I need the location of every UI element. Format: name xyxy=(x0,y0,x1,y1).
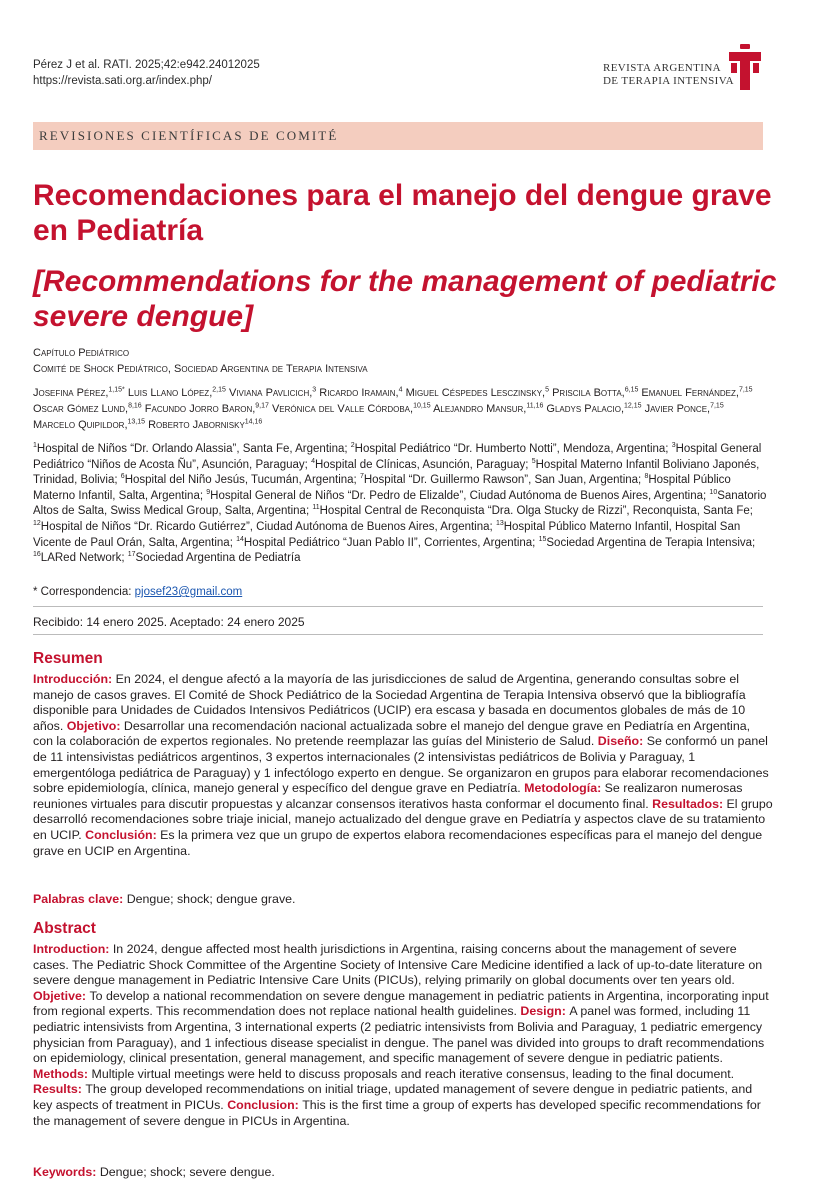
abstract-section-text: Se conformó un panel de 11 intensivistas pediátricos argentinos, 3 expertos internacionales (2 intensivistas pediátricos de Bolivia y Paraguay, 1 emergentóloga pediátrica de Paraguay) y 1 infectólogo experto en dengue. Se organizaron en grupos para elaborar recomendaciones sobre epidemiología, clínica, manejo general y específico del dengue grave en Pediatría. xyxy=(33,734,769,796)
author-name: Viviana Pavlicich, xyxy=(228,387,313,399)
divider xyxy=(33,634,763,635)
abstract-section-label: Results: xyxy=(33,1082,86,1097)
journal-logo-icon xyxy=(726,42,764,94)
affiliation-number: 16 xyxy=(33,551,41,559)
journal-name-line2: DE TERAPIA INTENSIVA xyxy=(602,75,734,87)
divider xyxy=(33,606,763,607)
abstract-section-text: Es la primera vez que un grupo de expertos elabora recomendaciones específicas para el manejo del dengue grave en UCIP en Argentina. xyxy=(33,827,763,858)
author-name: Josefina Pérez, xyxy=(33,387,109,399)
section-label: REVISIONES CIENTÍFICAS DE COMITÉ xyxy=(39,128,339,143)
author-affiliation-ref: 12,15 xyxy=(624,402,642,410)
affiliation-text: Hospital Público Materno Infantil, Hospital San Vicente de Paul Orán, Salta, Argentina; xyxy=(33,520,741,549)
affiliation-text: Hospital del Niño Jesús, Tucumán, Argentina; xyxy=(124,474,360,487)
journal-name-line1: REVISTA ARGENTINA xyxy=(602,62,722,74)
abstract-section-label: Objetivo: xyxy=(66,718,124,733)
abstract-section-text: This is the first time a group of experts has developed specific recommendations for the management of severe dengue in PICUs in Argentina. xyxy=(33,1097,761,1128)
affiliation-text: Hospital Público Materno Infantil, Salta, Argentina; xyxy=(33,474,731,502)
author-affiliation-ref: 7,15 xyxy=(738,386,753,394)
author-list xyxy=(33,385,763,433)
author-name: Facundo Jorro Baron, xyxy=(144,403,256,415)
affiliation-list xyxy=(33,442,773,567)
abstract-section-label: Introduction: xyxy=(33,942,113,956)
author-name: Alejandro Mansur, xyxy=(433,403,527,415)
abstract-text xyxy=(33,942,773,1129)
affiliation-text: Hospital Central de Reconquista “Dra. Olga Stucky de Rizzi”, Reconquista, Santa Fe; xyxy=(319,505,753,518)
affiliation-text: Hospital Pediátrico “Dr. Humberto Notti”, Mendoza, Argentina; xyxy=(354,443,672,455)
abstract-section-text: A panel was formed, including 11 pediatric intensivists from Argentina, 3 international experts (2 pediatric intensivists from Bolivia and Paraguay, 1 pediatric emergency physician from Paraguay), and 1 infectious disease specialist in dengue. The panel was divided into groups to draft recommendations on epidemiology, clinical presentation, general management, and specific management of severe dengue in pediatric patients. xyxy=(33,1004,765,1066)
affiliation-text: Hospital “Dr. Guillermo Rawson”, San Juan, Argentina; xyxy=(363,474,645,487)
author-affiliation-ref: 6,15 xyxy=(624,386,639,394)
abstract-section-label: Objetive: xyxy=(33,988,90,1003)
author-name: Gladys Palacio, xyxy=(546,403,625,415)
author-affiliation-ref: 14,16 xyxy=(244,418,263,426)
correspondence-label: * Correspondencia: xyxy=(33,586,132,598)
abstract-section-text: The group developed recommendations on initial triage, updated management of severe dengue in pediatric patients, and key aspects of treatment in PICUs. xyxy=(33,1082,753,1112)
palabras-clave-label: Palabras clave: xyxy=(33,892,124,906)
palabras-clave xyxy=(33,892,773,908)
affiliation-number: 12 xyxy=(33,520,41,528)
abstract-section-label: Methods: xyxy=(33,1066,92,1081)
abstract-section-text: El grupo desarrolló recomendaciones sobre triaje inicial, manejo actualizado del dengue grave en Pediatría y aspectos clave de su tratamiento en UCIP. xyxy=(33,796,773,842)
abstract-section-label: Resultados: xyxy=(652,796,727,811)
author-affiliation-ref: 7,15 xyxy=(710,402,724,410)
correspondence xyxy=(33,586,242,598)
author-name: Roberto Jabornisky xyxy=(148,419,245,431)
abstract-section-text: To develop a national recommendation on severe dengue management in pediatric patients in Argentina, incorporating input from regional experts. This recommendation does not replace national health guidelines. xyxy=(33,988,769,1019)
correspondence-email-link[interactable]: pjosef23@gmail.com xyxy=(134,586,243,598)
abstract-section-label: Design: xyxy=(520,1004,570,1019)
affiliation-number: 6 xyxy=(120,473,125,481)
title-spanish: Recomendaciones para el manejo del dengue grave en Pediatría xyxy=(33,179,772,247)
abstract-section-label: Conclusión: xyxy=(85,827,161,842)
author-name: Verónica del Valle Córdoba, xyxy=(271,403,414,415)
abstract-section-label: Introducción: xyxy=(33,672,116,686)
author-affiliation-ref: 2,15 xyxy=(212,386,226,394)
keywords-label: Keywords: xyxy=(33,1165,97,1179)
citation: Pérez J et al. RATI. 2025;42:e942.24012025 xyxy=(33,59,260,71)
affiliation-text: Hospital de Clínicas, Asunción, Paraguay; xyxy=(314,458,532,471)
author-name: Luis Llano López, xyxy=(127,387,213,399)
received-accepted-dates: Recibido: 14 enero 2025. Aceptado: 24 enero 2025 xyxy=(33,615,305,629)
affiliation-number: 7 xyxy=(359,473,364,481)
keywords-values: Dengue; shock; severe dengue. xyxy=(99,1165,275,1179)
affiliation-number: 3 xyxy=(671,442,676,450)
author-affiliation-ref: 5 xyxy=(545,386,550,394)
section-banner xyxy=(33,122,763,150)
author-name: Oscar Gómez Lund, xyxy=(33,403,129,415)
affiliation-number: 1 xyxy=(33,442,37,450)
author-affiliation-ref: 9,17 xyxy=(255,402,269,410)
resumen-heading: Resumen xyxy=(33,650,103,667)
abstract-heading: Abstract xyxy=(33,920,96,937)
abstract-section-label: Diseño: xyxy=(597,734,647,749)
author-name: Marcelo Quipildor, xyxy=(33,419,128,431)
affiliation-number: 5 xyxy=(531,457,536,465)
affiliation-number: 9 xyxy=(206,488,211,496)
author-affiliation-ref: 13,15 xyxy=(127,418,146,426)
committee-name: Comité de Shock Pediátrico, Sociedad Argentina de Terapia Intensiva xyxy=(33,363,368,375)
author-affiliation-ref: 10,15 xyxy=(413,402,431,410)
author-name: Miguel Céspedes Lesczinsky, xyxy=(405,387,546,399)
affiliation-number: 17 xyxy=(127,551,136,559)
affiliation-number: 2 xyxy=(350,442,355,450)
chapter-block xyxy=(33,345,368,377)
journal-url[interactable]: https://revista.sati.org.ar/index.php/ xyxy=(33,75,212,87)
citation-block xyxy=(33,57,260,89)
affiliation-text: Sociedad Argentina de Pediatría xyxy=(135,552,301,565)
affiliation-number: 13 xyxy=(495,520,504,528)
affiliation-number: 10 xyxy=(709,488,718,496)
journal-name xyxy=(603,62,734,88)
affiliation-text: Sociedad Argentina de Terapia Intensiva; xyxy=(546,536,756,549)
title-english: [Recommendations for the management of pediatric severe dengue] xyxy=(33,265,777,333)
chapter-name: Capítulo Pediátrico xyxy=(33,347,130,359)
affiliation-text: Hospital Materno Infantil Boliviano Japonés, Trinidad, Bolivia; xyxy=(33,458,760,487)
author-name: Emanuel Fernández, xyxy=(641,387,739,399)
affiliation-text: Hospital Pediátrico “Juan Pablo II”, Corrientes, Argentina; xyxy=(243,536,539,549)
author-affiliation-ref: 3 xyxy=(312,386,317,394)
keywords xyxy=(33,1165,773,1181)
abstract-section-text: Multiple virtual meetings were held to discuss proposals and reach iterative consensus, leading to the final document. xyxy=(91,1066,735,1081)
author-name: Javier Ponce, xyxy=(644,403,711,415)
abstract-section-text: Desarrollar una recomendación nacional actualizada sobre el manejo del dengue grave en Pediatría en Argentina, con la colaboración de expertos regionales. No pretende reemplazar las guías del Ministerio de Salud. xyxy=(33,718,751,749)
author-name: Ricardo Iramain, xyxy=(319,387,399,399)
affiliation-text: LARed Network; xyxy=(40,552,128,565)
author-affiliation-ref: 1,15* xyxy=(108,386,125,394)
author-affiliation-ref: 4 xyxy=(398,386,403,394)
resumen-text xyxy=(33,672,773,859)
abstract-section-text: In 2024, dengue affected most health jurisdictions in Argentina, raising concerns about the management of severe cases. The Pediatric Shock Committee of the Argentine Society of Intensive Care Medicine identified a lack of up-to-date literature on severe dengue management in Pediatric Intensive Care Units (PICUs), relying primarily on global documents over ten years old. xyxy=(33,942,763,988)
affiliation-text: Hospital General Pediátrico “Niños de Acosta Ñu”, Asunción, Paraguay; xyxy=(33,443,762,471)
affiliation-number: 8 xyxy=(644,473,649,481)
affiliation-text: Hospital General de Niños “Dr. Pedro de Elizalde”, Ciudad Autónoma de Buenos Aires, Argentina; xyxy=(210,489,710,502)
abstract-section-text: Se realizaron numerosas reuniones virtuales para discutir propuestas y alcanzar consensos iterativos hasta conformar el documento final. xyxy=(33,781,743,811)
affiliation-number: 15 xyxy=(538,535,547,543)
author-affiliation-ref: 8,16 xyxy=(128,402,142,410)
abstract-section-label: Metodología: xyxy=(524,781,605,796)
affiliation-text: Hospital de Niños “Dr. Orlando Alassia”, Santa Fe, Argentina; xyxy=(36,443,351,455)
abstract-section-label: Conclusion: xyxy=(227,1097,303,1112)
author-affiliation-ref: 11,16 xyxy=(526,402,544,410)
affiliation-text: Hospital de Niños “Dr. Ricardo Gutiérrez”, Ciudad Autónoma de Buenos Aires, Argentina; xyxy=(40,520,496,533)
palabras-clave-values: Dengue; shock; dengue grave. xyxy=(126,892,296,906)
abstract-section-text: En 2024, el dengue afectó a la mayoría de las jurisdicciones de salud de Argentina, generando consultas sobre el manejo de casos graves. El Comité de Shock Pediátrico de la Sociedad Argentina de Terapia Intensiva observó que la bibliografía disponible para Unidades de Cuidados Intensivos Pediátricos (UCIP) era escasa y basada en documentos globales de más de 10 años. xyxy=(33,672,746,733)
author-name: Priscila Botta, xyxy=(552,387,625,399)
affiliation-number: 11 xyxy=(312,504,320,512)
affiliation-text: Sanatorio Altos de Salta, Swiss Medical Group, Salta, Argentina; xyxy=(33,489,767,518)
affiliation-number: 4 xyxy=(311,457,315,465)
affiliation-number: 14 xyxy=(236,535,244,543)
